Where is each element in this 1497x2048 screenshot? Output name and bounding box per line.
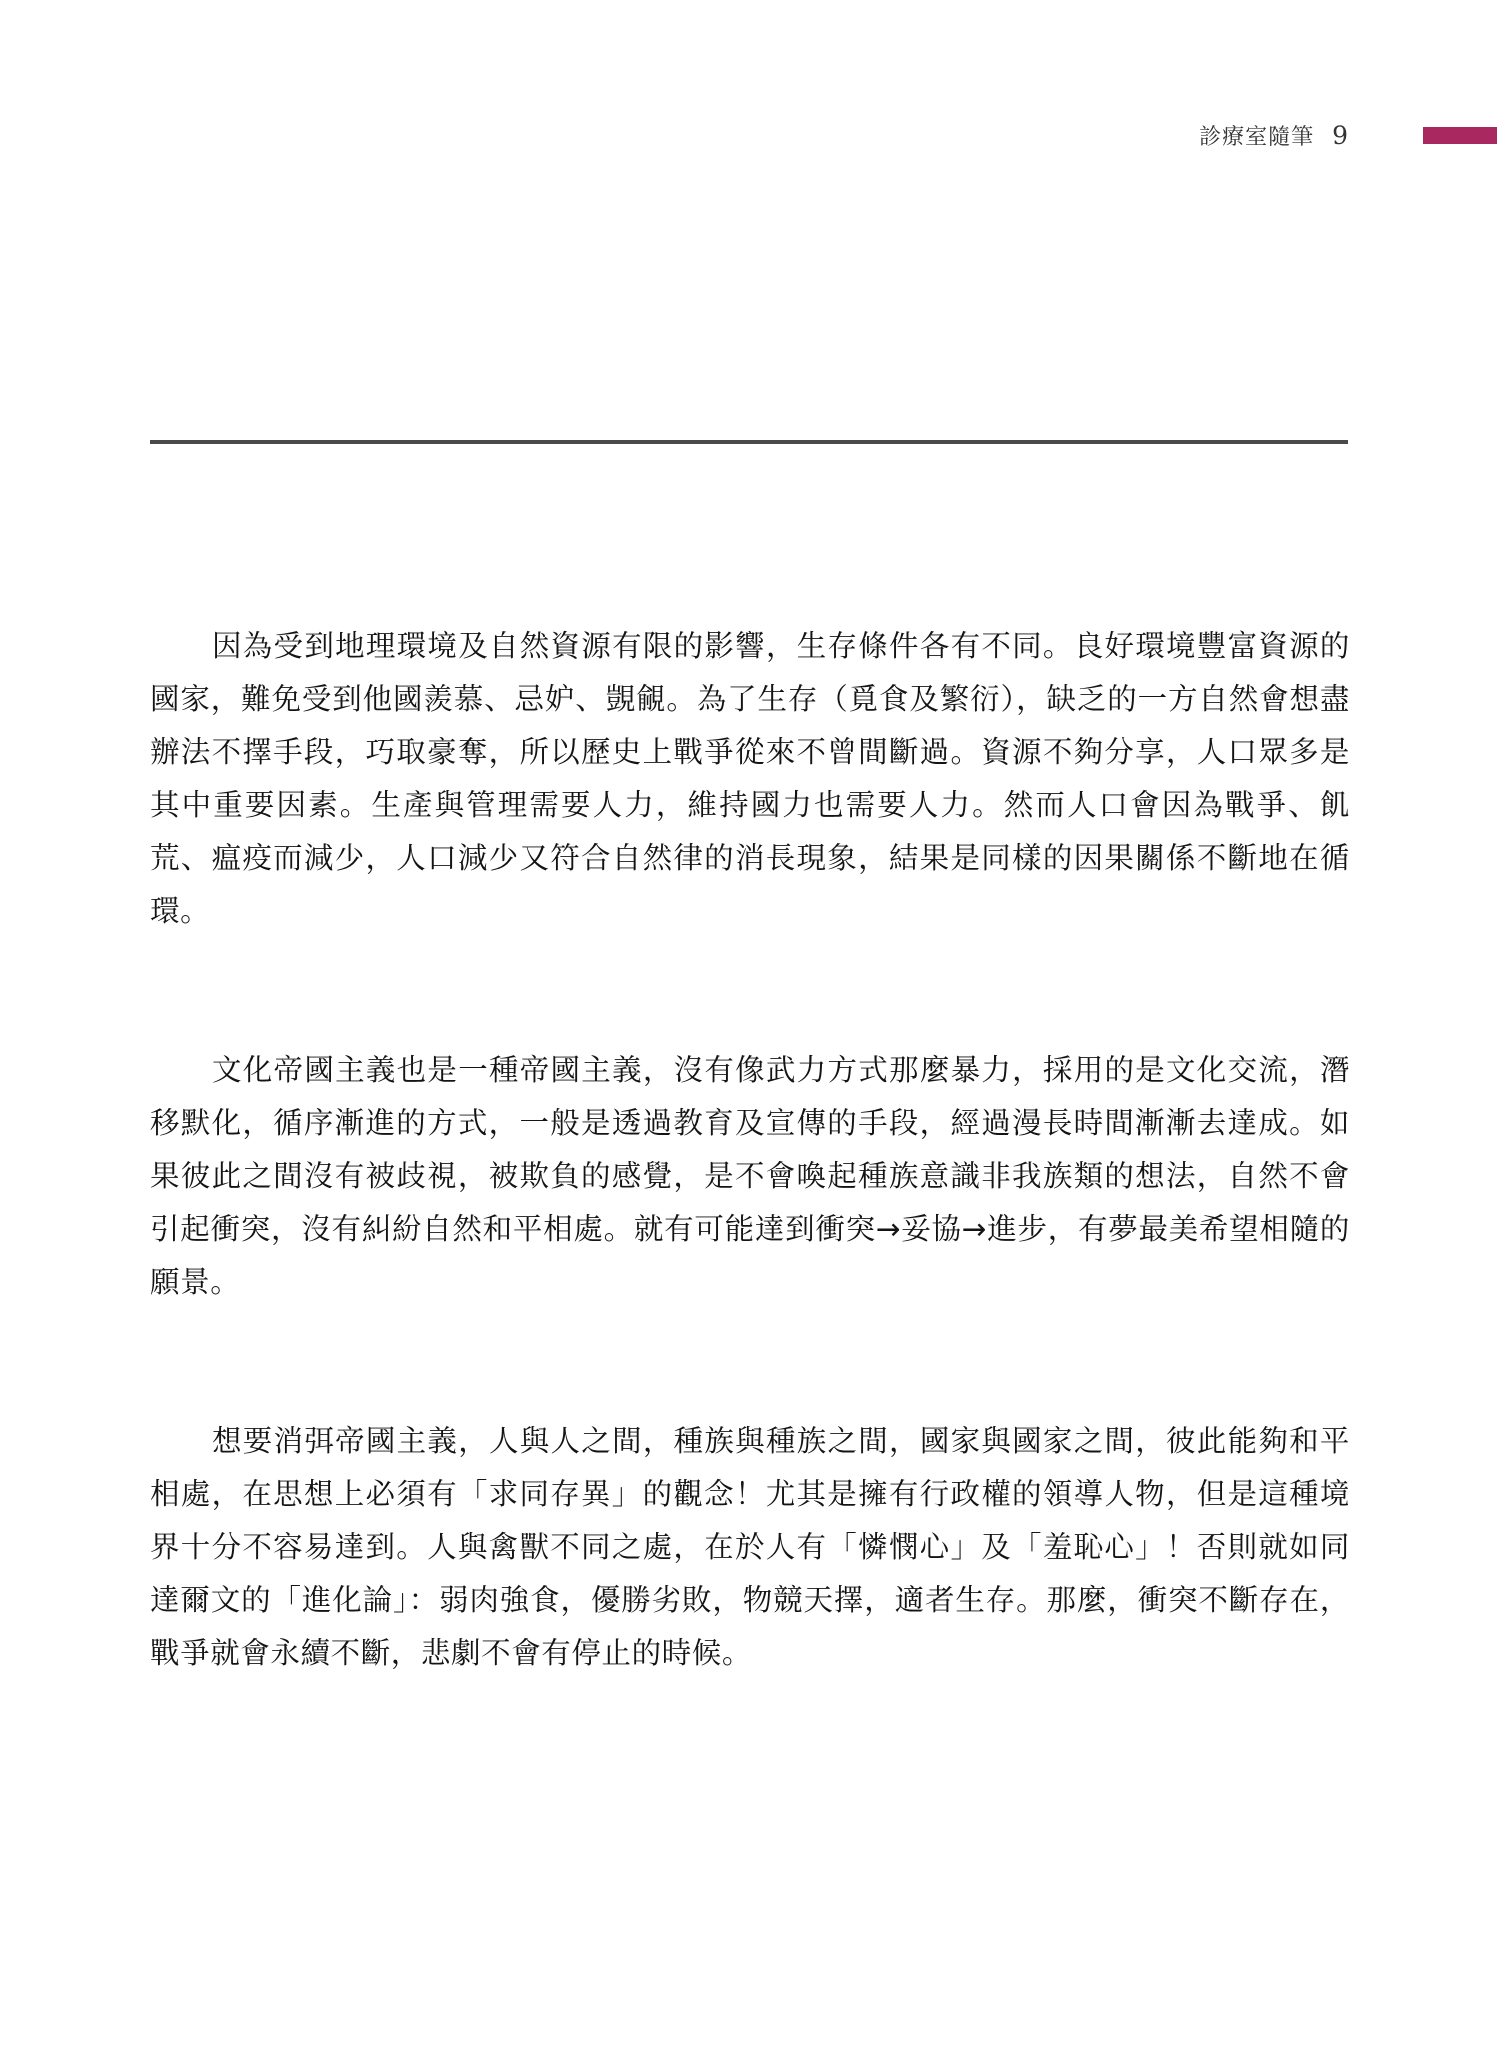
section-divider [150, 440, 1348, 444]
page-number: 9 [1332, 121, 1349, 150]
running-header [1199, 120, 1349, 151]
paragraph-1: 因為受到地理環境及自然資源有限的影響，生存條件各有不同。良好環境豐富資源的國家，難免受到他國羨慕、忌妒、覬覦。為了生存（覓食及繁衍），缺乏的一方自然會想盡辦法不擇手段，巧取豪奪，所以歷史上戰爭從來不曾間斷過。資源不夠分享，人口眾多是其中重要因素。生產與管理需要人力，維持國力也需要人力。然而人口會因為戰爭、飢荒、瘟疫而減少，人口減少又符合自然律的消長現象，結果是同樣的因果關係不斷地在循環。 [150, 629, 1350, 928]
header-accent-tab [1423, 127, 1497, 144]
body-text [150, 620, 1350, 1786]
paragraph-2: 文化帝國主義也是一種帝國主義，沒有像武力方式那麼暴力，採用的是文化交流，潛移默化，循序漸進的方式，一般是透過教育及宣傳的手段，經過漫長時間漸漸去達成。如果彼此之間沒有被歧視，被欺負的感覺，是不會喚起種族意識非我族類的想法，自然不會引起衝突，沒有糾紛自然和平相處。就有可能達到衝突→妥協→進步，有夢最美希望相隨的願景。 [150, 1053, 1350, 1299]
header-title: 診療室隨筆 [1199, 125, 1315, 150]
paragraph-3: 想要消弭帝國主義，人與人之間，種族與種族之間，國家與國家之間，彼此能夠和平相處，在思想上必須有「求同存異」的觀念！尤其是擁有行政權的領導人物，但是這種境界十分不容易達到。人與禽獸不同之處，在於人有「憐憫心」及「羞恥心」！否則就如同達爾文的「進化論」：弱肉強食，優勝劣敗，物競天擇，適者生存。那麼，衝突不斷存在，戰爭就會永續不斷，悲劇不會有停止的時候。 [150, 1424, 1350, 1670]
